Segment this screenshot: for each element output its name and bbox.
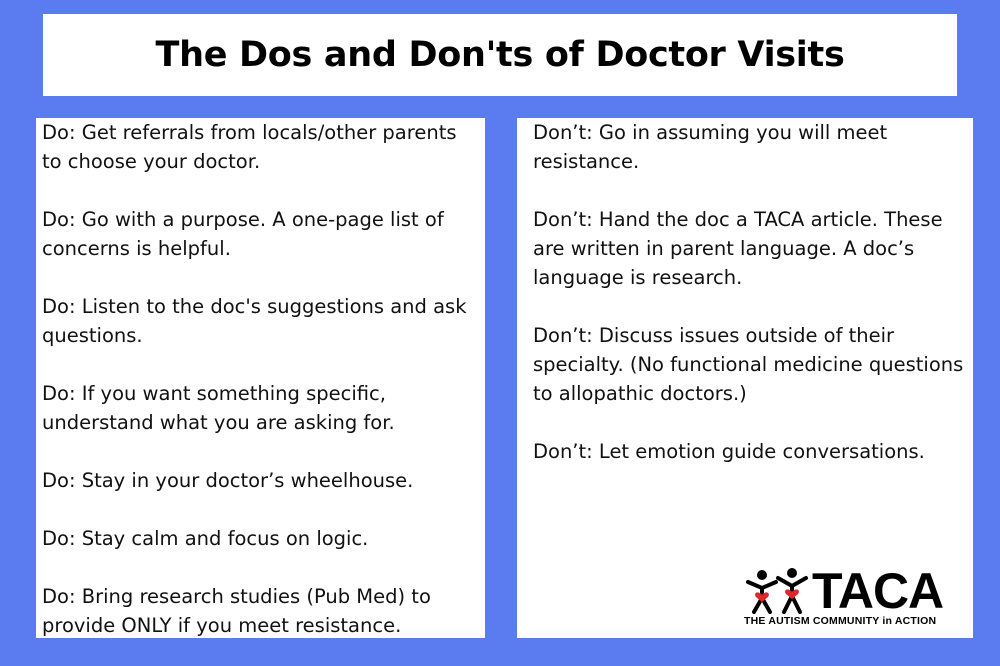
dos-column bbox=[36, 118, 485, 638]
logo-wordmark: TACA bbox=[812, 563, 944, 619]
title-banner bbox=[43, 14, 957, 96]
dont-item: Don’t: Go in assuming you will meet resistance. bbox=[533, 121, 888, 173]
dont-item: Don’t: Discuss issues outside of their specialty. (No functional medicine questions to allopathic doctors.) bbox=[533, 324, 964, 405]
do-item: Do: If you want something specific, understand what you are asking for. bbox=[42, 382, 395, 434]
dont-item: Don’t: Let emotion guide conversations. bbox=[533, 440, 925, 463]
logo-tagline: THE AUTISM COMMUNITY in ACTION bbox=[744, 615, 937, 627]
donts-column bbox=[517, 118, 973, 638]
do-item: Do: Get referrals from locals/other parents to choose your doctor. bbox=[42, 121, 457, 173]
do-item: Do: Stay calm and focus on logic. bbox=[42, 527, 369, 550]
people-with-hearts-icon bbox=[744, 568, 816, 614]
do-item: Do: Stay in your doctor’s wheelhouse. bbox=[42, 469, 414, 492]
do-item: Do: Go with a purpose. A one-page list of concerns is helpful. bbox=[42, 208, 444, 260]
dont-item: Don’t: Hand the doc a TACA article. These are written in parent language. A doc’s language is research. bbox=[533, 208, 943, 289]
do-item: Do: Listen to the doc's suggestions and ask questions. bbox=[42, 295, 467, 347]
do-item: Do: Bring research studies (Pub Med) to provide ONLY if you meet resistance. bbox=[42, 585, 431, 637]
taca-logo bbox=[744, 563, 960, 632]
page-title: The Dos and Don'ts of Doctor Visits bbox=[155, 35, 845, 75]
